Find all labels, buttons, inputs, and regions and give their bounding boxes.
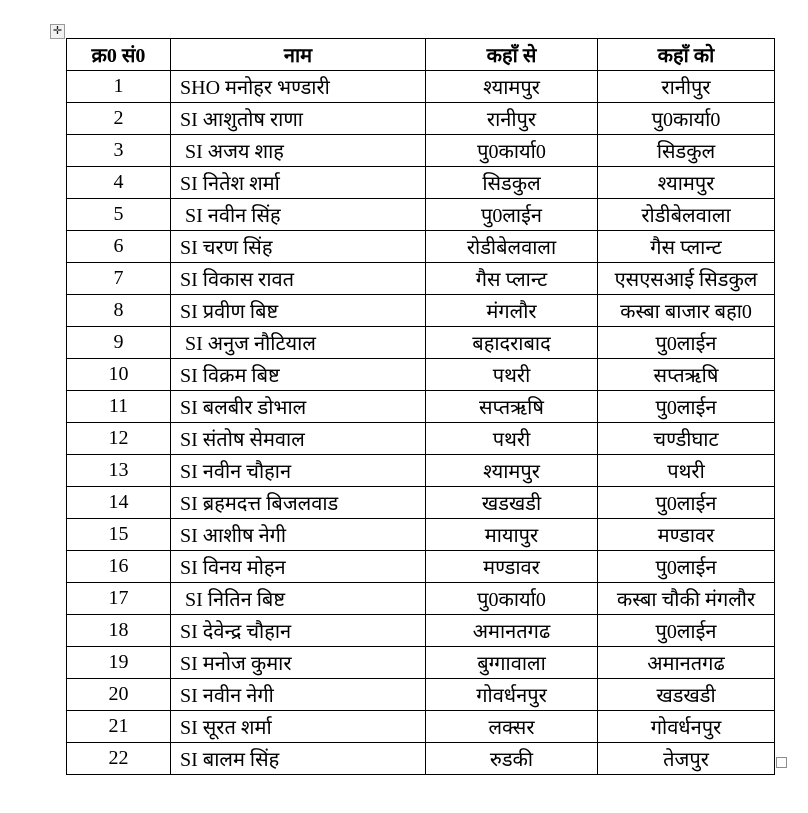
table-move-handle-icon[interactable]: ✛ [50,24,65,39]
from-cell: रानीपुर [426,103,598,135]
serial-cell: 18 [67,615,171,647]
from-cell: रुडकी [426,743,598,775]
to-cell: मण्डावर [598,519,775,551]
name-cell: SI आशीष नेगी [171,519,426,551]
to-cell: पु0कार्या0 [598,103,775,135]
from-cell: लक्सर [426,711,598,743]
name-cell: SI चरण सिंह [171,231,426,263]
from-cell: पु0लाईन [426,199,598,231]
name-cell: SI नवीन सिंह [171,199,426,231]
name-cell: SI नवीन नेगी [171,679,426,711]
to-cell: रानीपुर [598,71,775,103]
name-cell: SI विकास रावत [171,263,426,295]
serial-cell: 7 [67,263,171,295]
table-row [67,103,775,135]
table-row [67,167,775,199]
name-cell: SI अजय शाह [171,135,426,167]
to-cell: कस्बा चौकी मंगलौर [598,583,775,615]
table-row [67,71,775,103]
from-cell: श्यामपुर [426,455,598,487]
serial-cell: 11 [67,391,171,423]
serial-cell: 12 [67,423,171,455]
name-cell: SI मनोज कुमार [171,647,426,679]
from-cell: गोवर्धनपुर [426,679,598,711]
table-row [67,231,775,263]
from-cell: अमानतगढ [426,615,598,647]
from-cell: मण्डावर [426,551,598,583]
name-cell: SI संतोष सेमवाल [171,423,426,455]
name-cell: SI अनुज नौटियाल [171,327,426,359]
serial-cell: 8 [67,295,171,327]
to-cell: पु0लाईन [598,615,775,647]
name-cell: SI नितेश शर्मा [171,167,426,199]
serial-cell: 13 [67,455,171,487]
table-resize-handle[interactable] [776,757,787,768]
serial-cell: 21 [67,711,171,743]
serial-cell: 9 [67,327,171,359]
table-row [67,295,775,327]
serial-cell: 22 [67,743,171,775]
serial-cell: 10 [67,359,171,391]
from-cell: सिडकुल [426,167,598,199]
name-cell: SI नवीन चौहान [171,455,426,487]
name-cell: SI प्रवीण बिष्ट [171,295,426,327]
table-row [67,199,775,231]
serial-cell: 6 [67,231,171,263]
to-cell: गैस प्लान्ट [598,231,775,263]
name-cell: SI ब्रहमदत्त बिजलवाड [171,487,426,519]
to-cell: पु0लाईन [598,551,775,583]
to-cell: खडखडी [598,679,775,711]
table-row [67,519,775,551]
serial-cell: 17 [67,583,171,615]
table-row [67,615,775,647]
header-to: कहाँ को [598,39,775,71]
name-cell: SI नितिन बिष्ट [171,583,426,615]
to-cell: एसएसआई सिडकुल [598,263,775,295]
table-row [67,647,775,679]
from-cell: रोडीबेलवाला [426,231,598,263]
table-body [67,71,775,775]
header-name: नाम [171,39,426,71]
to-cell: रोडीबेलवाला [598,199,775,231]
to-cell: सिडकुल [598,135,775,167]
table-row [67,487,775,519]
serial-cell: 19 [67,647,171,679]
header-serial-number: क्र0 सं0 [67,39,171,71]
header-from: कहाँ से [426,39,598,71]
serial-cell: 5 [67,199,171,231]
to-cell: सप्तऋषि [598,359,775,391]
from-cell: गैस प्लान्ट [426,263,598,295]
serial-cell: 15 [67,519,171,551]
to-cell: तेजपुर [598,743,775,775]
to-cell: चण्डीघाट [598,423,775,455]
name-cell: SI विक्रम बिष्ट [171,359,426,391]
transfer-roster-table [66,38,775,775]
table-row [67,551,775,583]
to-cell: पु0लाईन [598,327,775,359]
to-cell: पु0लाईन [598,487,775,519]
from-cell: श्यामपुर [426,71,598,103]
table-row [67,359,775,391]
table-row [67,135,775,167]
from-cell: सप्तऋषि [426,391,598,423]
name-cell: SI देवेन्द्र चौहान [171,615,426,647]
name-cell: SI बलबीर डोभाल [171,391,426,423]
name-cell: SHO मनोहर भण्डारी [171,71,426,103]
from-cell: बहादराबाद [426,327,598,359]
table-row [67,391,775,423]
serial-cell: 2 [67,103,171,135]
to-cell: श्यामपुर [598,167,775,199]
table-row [67,679,775,711]
to-cell: गोवर्धनपुर [598,711,775,743]
table-row [67,583,775,615]
table-row [67,263,775,295]
serial-cell: 1 [67,71,171,103]
from-cell: मंगलौर [426,295,598,327]
name-cell: SI सूरत शर्मा [171,711,426,743]
from-cell: पु0कार्या0 [426,583,598,615]
to-cell: पथरी [598,455,775,487]
serial-cell: 3 [67,135,171,167]
table-row [67,423,775,455]
serial-cell: 20 [67,679,171,711]
table-row [67,711,775,743]
name-cell: SI बालम सिंह [171,743,426,775]
from-cell: पथरी [426,423,598,455]
table-row [67,455,775,487]
serial-cell: 14 [67,487,171,519]
from-cell: पथरी [426,359,598,391]
table-row [67,743,775,775]
serial-cell: 16 [67,551,171,583]
to-cell: पु0लाईन [598,391,775,423]
from-cell: पु0कार्या0 [426,135,598,167]
from-cell: खडखडी [426,487,598,519]
from-cell: मायापुर [426,519,598,551]
to-cell: अमानतगढ [598,647,775,679]
from-cell: बुग्गावाला [426,647,598,679]
table-row [67,327,775,359]
to-cell: कस्बा बाजार बहा0 [598,295,775,327]
serial-cell: 4 [67,167,171,199]
table-header-row [67,39,775,71]
name-cell: SI विनय मोहन [171,551,426,583]
name-cell: SI आशुतोष राणा [171,103,426,135]
